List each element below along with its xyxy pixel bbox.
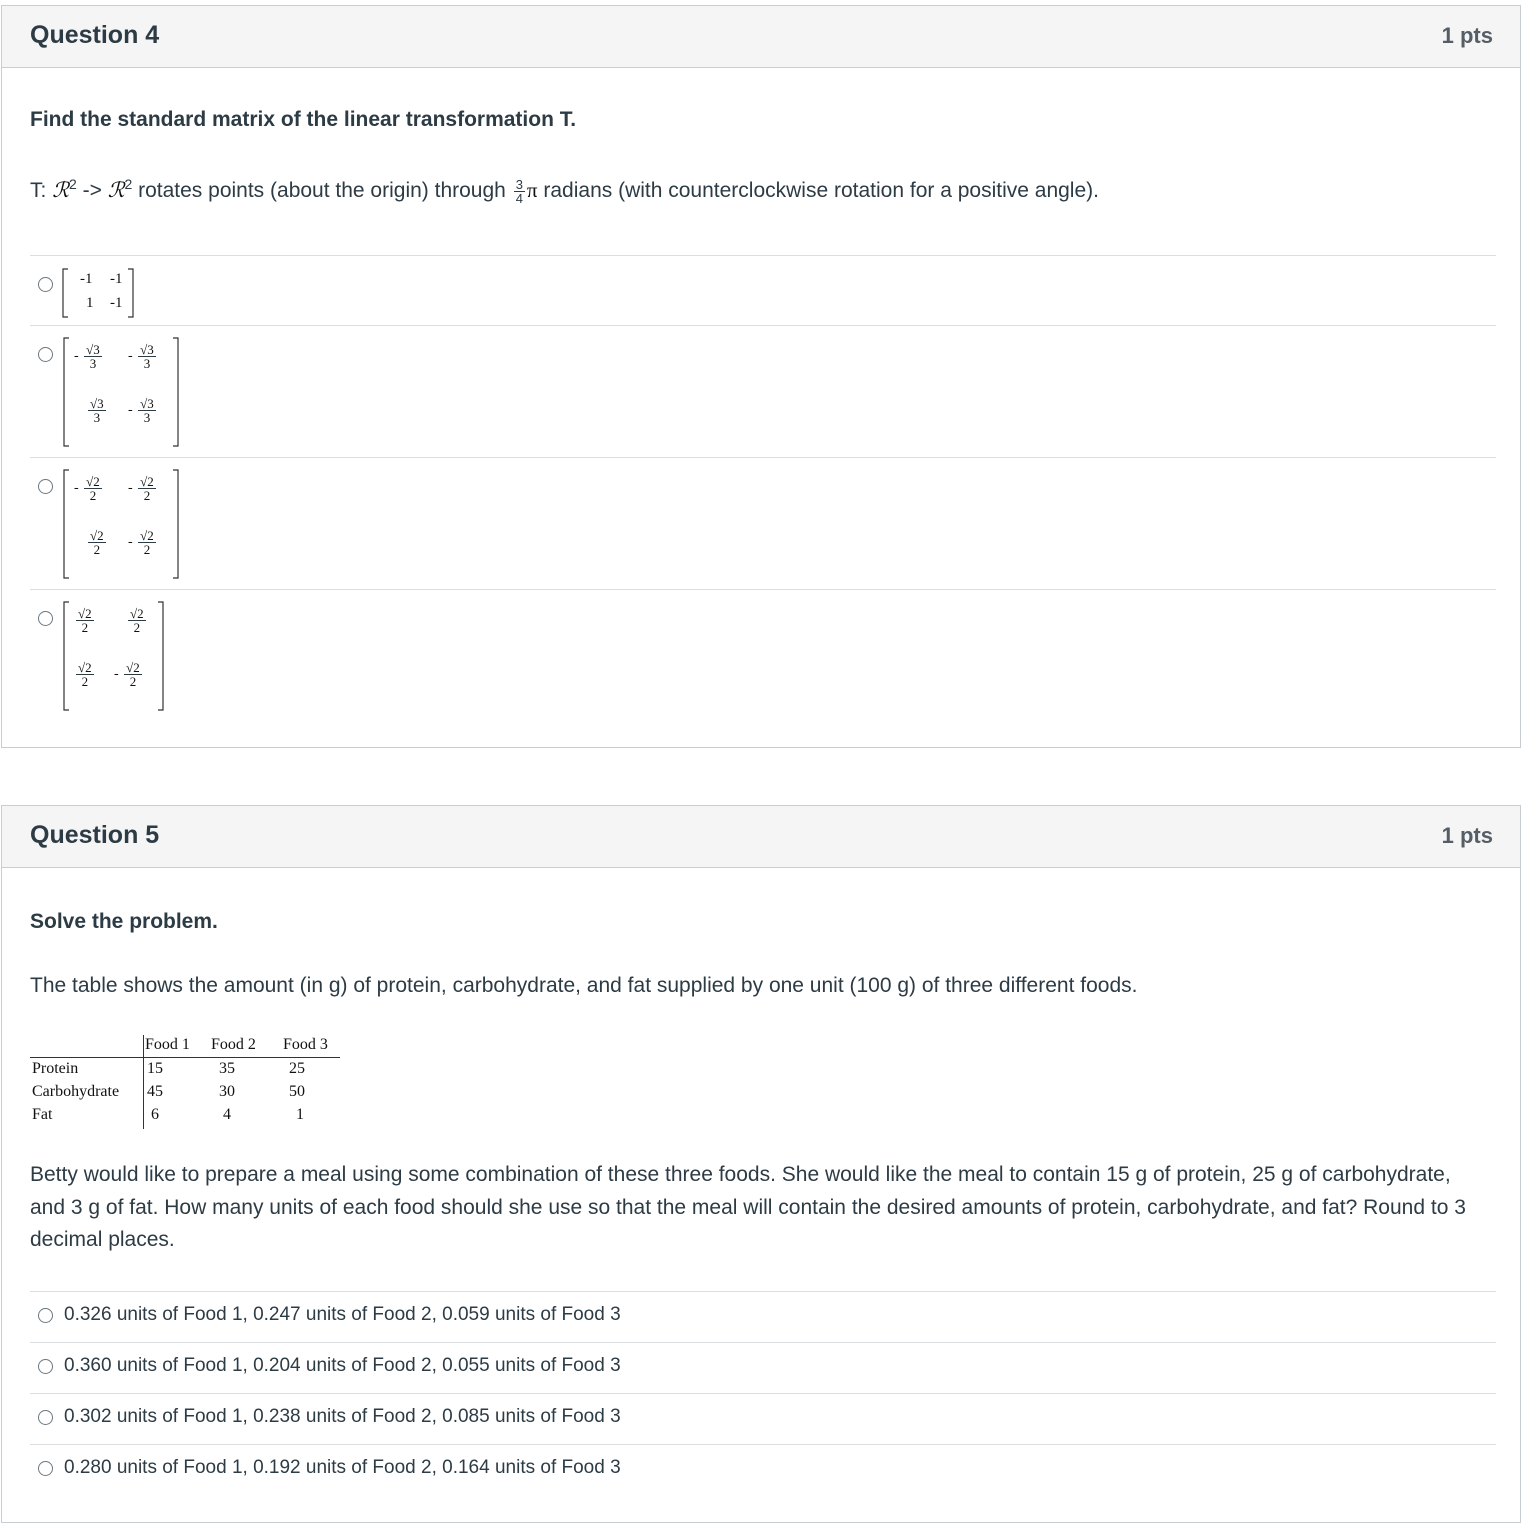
- exponent: 2: [68, 176, 77, 192]
- radio-button[interactable]: [38, 347, 53, 362]
- table-cell: 4: [223, 1106, 231, 1123]
- question-body: and 3 g of fat. How many units of each food should she use so that the meal will contain the desired amounts of protein, carbohydrate, and fat? Round to 3: [30, 1196, 1466, 1219]
- table-cell: 30: [219, 1083, 235, 1100]
- divider: [30, 325, 1496, 326]
- question-5-card: [1, 805, 1521, 1523]
- table-horizontal-rule: [30, 1057, 340, 1058]
- table-header: Food 1: [145, 1036, 190, 1053]
- prompt-prefix: T:: [30, 179, 47, 202]
- table-row-label: Fat: [32, 1106, 53, 1123]
- radio-button[interactable]: [38, 1359, 53, 1374]
- matrix-cell: -1: [80, 271, 93, 287]
- real-space-symbol: ℛ: [52, 178, 69, 202]
- nutrition-table: [30, 1035, 350, 1131]
- angle-numerator: 3: [515, 176, 523, 192]
- question-4-card: [1, 5, 1521, 748]
- prompt-middle: rotates points (about the origin) through: [138, 179, 506, 202]
- table-header: Food 2: [211, 1036, 256, 1053]
- divider: [30, 457, 1496, 458]
- right-bracket: [158, 602, 163, 710]
- divider: [30, 589, 1496, 590]
- table-row-label: Carbohydrate: [32, 1083, 120, 1100]
- radio-button[interactable]: [38, 1308, 53, 1323]
- table-row-label: Protein: [32, 1060, 79, 1077]
- left-bracket: [64, 338, 69, 446]
- radio-button[interactable]: [38, 611, 53, 626]
- matrix-cell: $\frac{√2}{2}$: [90, 528, 104, 557]
- pi-symbol: π: [526, 178, 538, 202]
- matrix-cell: -1: [110, 295, 123, 311]
- question-4-header: [2, 6, 1520, 68]
- left-bracket: [63, 269, 68, 317]
- matrix-cell: - $\frac{√2}{2}$: [128, 474, 154, 503]
- divider: [30, 255, 1496, 256]
- matrix-cell: - $\frac{√2}{2}$: [128, 528, 154, 557]
- answer-text[interactable]: 0.326 units of Food 1, 0.247 units of Food 2, 0.059 units of Food 3: [64, 1304, 621, 1325]
- arrow: ->: [82, 179, 102, 202]
- answer-option[interactable]: [30, 1292, 1496, 1342]
- question-instruction: Find the standard matrix of the linear transformation T.: [30, 108, 577, 131]
- table-cell: 15: [147, 1060, 163, 1077]
- question-body: decimal places.: [30, 1228, 175, 1251]
- matrix-cell: - $\frac{√3}{3}$: [128, 396, 154, 425]
- question-instruction: Solve the problem.: [30, 910, 218, 933]
- radio-button[interactable]: [38, 1410, 53, 1425]
- table-cell: 6: [151, 1106, 159, 1123]
- matrix-cell: - $\frac{√3}{3}$: [128, 342, 154, 371]
- answer-option[interactable]: [30, 261, 1496, 325]
- table-vertical-rule: [143, 1035, 144, 1129]
- radio-button[interactable]: [38, 1461, 53, 1476]
- matrix-cell: $\frac{√2}{2}$: [78, 660, 92, 689]
- question-prompt: [30, 176, 1099, 205]
- answer-text[interactable]: 0.302 units of Food 1, 0.238 units of Food 2, 0.085 units of Food 3: [64, 1406, 621, 1427]
- question-title: Question 4: [30, 21, 160, 49]
- question-points: 1 pts: [1441, 23, 1493, 48]
- matrix-cell: $\frac{√3}{3}$: [90, 396, 104, 425]
- matrix-cell: 1: [86, 295, 94, 311]
- answer-option[interactable]: [30, 595, 1496, 721]
- question-5-header: [2, 806, 1520, 868]
- table-cell: 45: [147, 1083, 163, 1100]
- right-bracket: [173, 338, 178, 446]
- answer-option[interactable]: [30, 463, 1496, 589]
- right-bracket: [173, 470, 178, 578]
- radio-button[interactable]: [38, 479, 53, 494]
- prompt-suffix: radians (with counterclockwise rotation for a positive angle).: [543, 179, 1099, 202]
- matrix-cell: - $\frac{√3}{3}$: [74, 342, 100, 371]
- matrix-cell: - $\frac{√2}{2}$: [74, 474, 100, 503]
- left-bracket: [64, 470, 69, 578]
- answer-option[interactable]: [30, 331, 1496, 457]
- matrix-cell: -1: [110, 271, 123, 287]
- angle-denominator: 4: [515, 190, 523, 206]
- table-cell: 50: [289, 1083, 305, 1100]
- answer-text[interactable]: 0.360 units of Food 1, 0.204 units of Food 2, 0.055 units of Food 3: [64, 1355, 621, 1376]
- matrix-cell: $\frac{√2}{2}$: [130, 606, 144, 635]
- question-body: Betty would like to prepare a meal using some combination of these three foods. She would like the meal to contain 15 g of protein, 25 g of carbohydrate,: [30, 1163, 1451, 1186]
- matrix-option-a: [60, 265, 140, 321]
- table-cell: 25: [289, 1060, 305, 1077]
- question-title: Question 5: [30, 821, 160, 849]
- answer-option[interactable]: [30, 1394, 1496, 1444]
- real-space-symbol: ℛ: [107, 178, 125, 202]
- radio-button[interactable]: [38, 277, 53, 292]
- table-header: Food 3: [283, 1036, 328, 1053]
- answer-option[interactable]: [30, 1343, 1496, 1393]
- table-cell: 35: [219, 1060, 235, 1077]
- left-bracket: [64, 602, 69, 710]
- angle-fraction: [514, 178, 525, 205]
- question-intro: The table shows the amount (in g) of protein, carbohydrate, and fat supplied by one unit (100 g) of three different foods.: [30, 974, 1138, 997]
- question-points: 1 pts: [1441, 823, 1493, 848]
- exponent: 2: [124, 176, 133, 192]
- matrix-cell: $\frac{√2}{2}$: [78, 606, 92, 635]
- table-cell: 1: [296, 1106, 304, 1123]
- matrix-cell: - $\frac{√2}{2}$: [114, 660, 140, 689]
- answer-option[interactable]: [30, 1445, 1496, 1495]
- answer-text[interactable]: 0.280 units of Food 1, 0.192 units of Food 2, 0.164 units of Food 3: [64, 1457, 621, 1478]
- right-bracket: [128, 269, 133, 317]
